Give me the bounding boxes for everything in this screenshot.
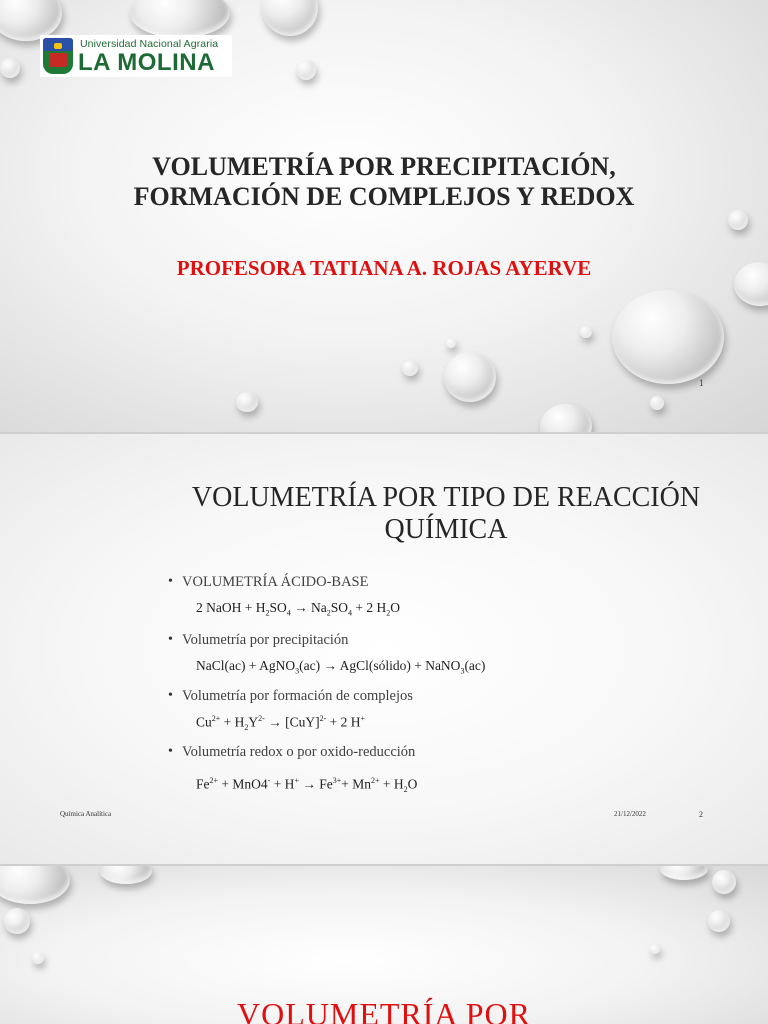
reaction-equation: $Fe^{2+} + MnO4^- + H^+ \to Fe^{3+}+ Mn^{2+} + H_2O$ [196, 776, 418, 795]
bullet: • [168, 744, 173, 759]
water-drop [580, 326, 592, 338]
water-drop [402, 360, 418, 376]
water-drop [708, 910, 730, 932]
list-item-heading: Volumetría redox o por oxido-reducción [182, 744, 416, 760]
reaction-equation: $Cu^{2+} + H_2Y^{2-} \to [CuY]^{2-} + 2$ H+ [196, 714, 366, 733]
water-drop [444, 352, 496, 402]
logo-name: LA MOLINA [78, 49, 215, 76]
list-item-heading: Volumetría por formación de complejos [182, 688, 413, 704]
water-drop [32, 952, 44, 964]
water-drop [612, 290, 724, 384]
slide-2-title-line-2: QUÍMICA [384, 514, 508, 545]
slide-2-title [150, 482, 742, 546]
footer-course: Química Analítica [60, 810, 112, 818]
water-drop [130, 0, 230, 38]
list-item-heading: Volumetría por precipitación [182, 632, 349, 648]
slide-1-subtitle: PROFESORA TATIANA A. ROJAS AYERVE [176, 256, 592, 280]
reaction-equation: 2 NaOH + $H_2SO_4 \to Na_2SO_4 + 2$ $H_2O$ [196, 600, 401, 618]
slide-1-title-line-2: FORMACIÓN DE COMPLEJOS Y REDOX [133, 182, 635, 211]
bullet: • [168, 632, 173, 647]
water-drop [660, 866, 708, 880]
slide-2-page-number: 2 [699, 810, 703, 819]
slide-2 [0, 434, 768, 864]
water-drop [236, 392, 258, 412]
water-drop [712, 870, 736, 894]
bullet: • [168, 574, 173, 589]
water-drop [540, 404, 592, 432]
slide-1-title [0, 152, 768, 212]
slide-1 [0, 0, 768, 432]
water-drop [650, 944, 660, 954]
water-drop [262, 0, 318, 36]
water-drop [0, 866, 70, 904]
slide-3 [0, 866, 768, 1024]
water-drop [0, 58, 20, 78]
slide-3-title: VOLUMETRÍA POR [236, 996, 531, 1024]
slide-1-title-line-1: VOLUMETRÍA POR PRECIPITACIÓN, [152, 152, 616, 181]
list-item-heading: VOLUMETRÍA ÁCIDO-BASE [182, 574, 369, 590]
shield-icon [43, 38, 73, 74]
university-logo [40, 35, 232, 77]
water-drop [650, 396, 664, 410]
water-drop [728, 210, 748, 230]
water-drop [446, 338, 456, 348]
water-drop [4, 908, 30, 934]
slide-1-page-number: 1 [699, 378, 704, 388]
bullet: • [168, 688, 173, 703]
water-drop [100, 866, 152, 884]
footer-date: 21/12/2022 [614, 810, 646, 818]
slide-2-title-line-1: VOLUMETRÍA POR TIPO DE REACCIÓN [191, 482, 701, 513]
logo-institution-line: Universidad Nacional Agraria [80, 38, 219, 50]
water-drop [296, 60, 316, 80]
reaction-equation: NaCl(ac) + AgNO$_3$(ac) → AgCl(sólido) + NaNO$_3$(ac) [196, 658, 486, 676]
